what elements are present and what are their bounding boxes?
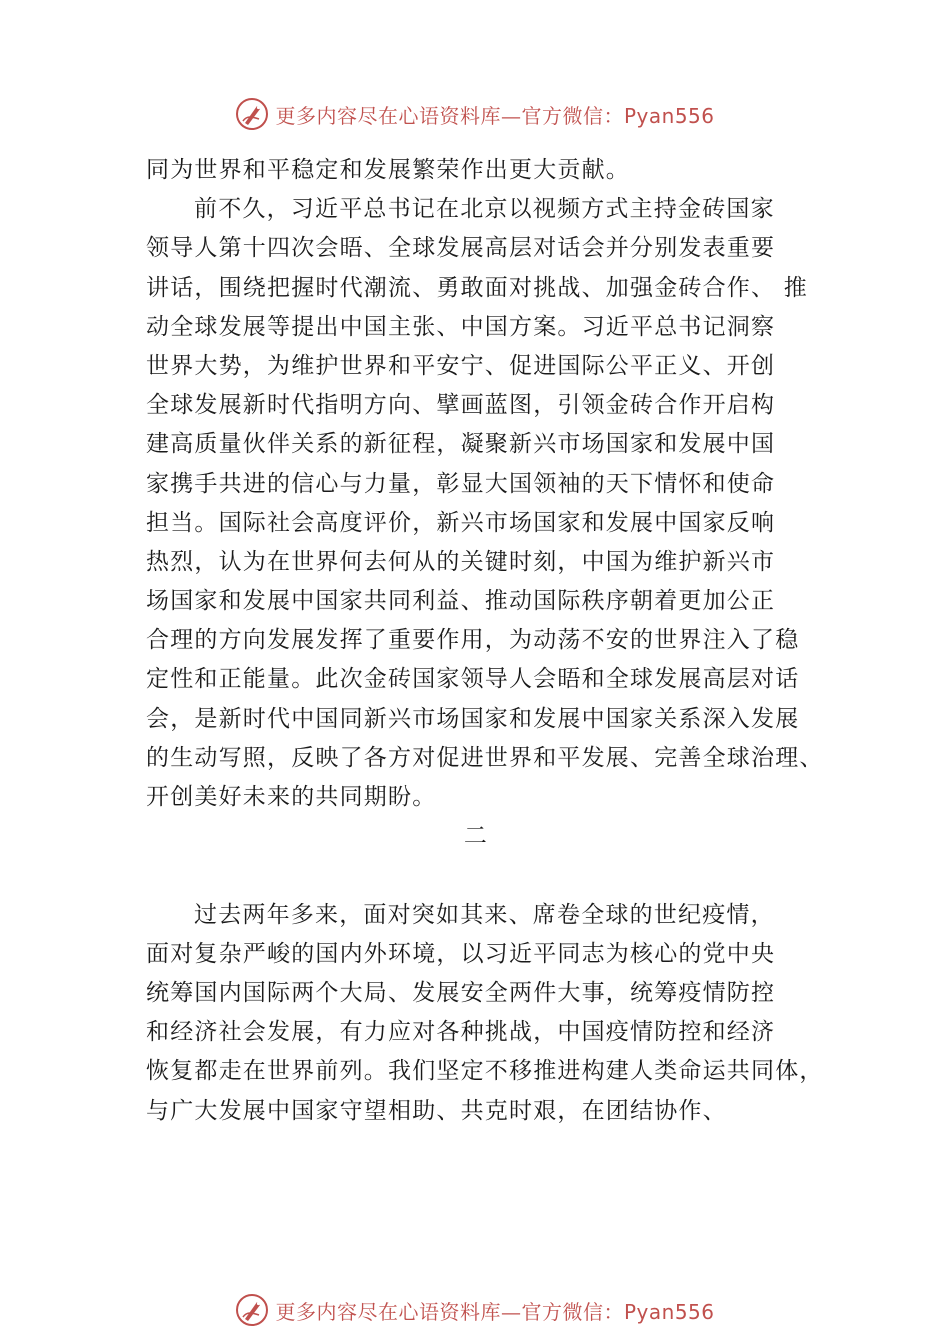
text-line: 面对复杂严峻的国内外环境，以习近平同志为核心的党中央 (146, 940, 776, 967)
spacer-line (146, 856, 846, 895)
banner-label: 更多内容尽在心语资料库—官方微信： (275, 1299, 624, 1324)
section-heading: 二 (463, 823, 489, 850)
text-line: 场国家和发展中国家共同利益、推动国际秩序朝着更加公正 (146, 588, 776, 615)
text-line: 热烈，认为在世界何去何从的关键时刻，中国为维护新兴市 (146, 548, 776, 575)
text-line: 会，是新时代中国同新兴市场国家和发展中国家关系深入发展 (146, 705, 800, 732)
text-line: 定性和正能量。此次金砖国家领导人会晤和全球发展高层对话 (146, 666, 800, 693)
text-line: 担当。国际社会高度评价，新兴市场国家和发展中国家反响 (146, 509, 776, 536)
text-line: 全球发展新时代指明方向、擘画蓝图，引领金砖合作开启构 (146, 392, 776, 419)
text-line: 同为世界和平稳定和发展繁荣作出更大贡献。 (146, 157, 630, 183)
text-line: 与广大发展中国家守望相助、共克时艰，在团结协作、 (146, 1097, 727, 1124)
text-line: 动全球发展等提出中国主张、中国方案。习近平总书记洞察 (146, 313, 776, 340)
text-line: 的生动写照，反映了各方对促进世界和平发展、完善全球治理、 (146, 744, 824, 771)
text-line: 世界大势，为维护世界和平安宁、促进国际公平正义、开创 (146, 352, 776, 379)
banner-label: 更多内容尽在心语资料库—官方微信： (275, 103, 624, 128)
text-line: 过去两年多来，面对突如其来、席卷全球的世纪疫情， (194, 901, 775, 928)
banner-text (275, 1296, 714, 1325)
text-line: 前不久，习近平总书记在北京以视频方式主持金砖国家 (194, 196, 775, 223)
text-line: 建高质量伙伴关系的新征程，凝聚新兴市场国家和发展中国 (146, 431, 776, 458)
text-line: 统筹国内国际两个大局、发展安全两件大事，统筹疫情防控 (146, 979, 776, 1006)
text-line: 开创美好未来的共同期盼。 (146, 784, 437, 810)
footer-banner (0, 1290, 950, 1330)
text-line: 恢复都走在世界前列。我们坚定不移推进构建人类命运共同体， (146, 1058, 824, 1085)
header-banner (0, 94, 950, 134)
banner-text (275, 100, 714, 129)
pen-nib-logo-icon (235, 1293, 269, 1327)
text-line: 和经济社会发展，有力应对各种挑战，中国疫情防控和经济 (146, 1019, 776, 1046)
text-line: 合理的方向发展发挥了重要作用，为动荡不安的世界注入了稳 (146, 627, 800, 654)
wechat-id: Pyan556 (623, 103, 715, 128)
text-line: 领导人第十四次会晤、全球发展高层对话会并分别发表重要 (146, 235, 776, 262)
text-line: 家携手共进的信心与力量，彰显大国领袖的天下情怀和使命 (146, 470, 776, 497)
pen-nib-logo-icon (235, 97, 269, 131)
article-body (146, 151, 846, 1131)
text-line: 讲话，围绕把握时代潮流、勇敢面对挑战、加强金砖合作、 推 (146, 274, 808, 301)
wechat-id: Pyan556 (623, 1299, 715, 1324)
